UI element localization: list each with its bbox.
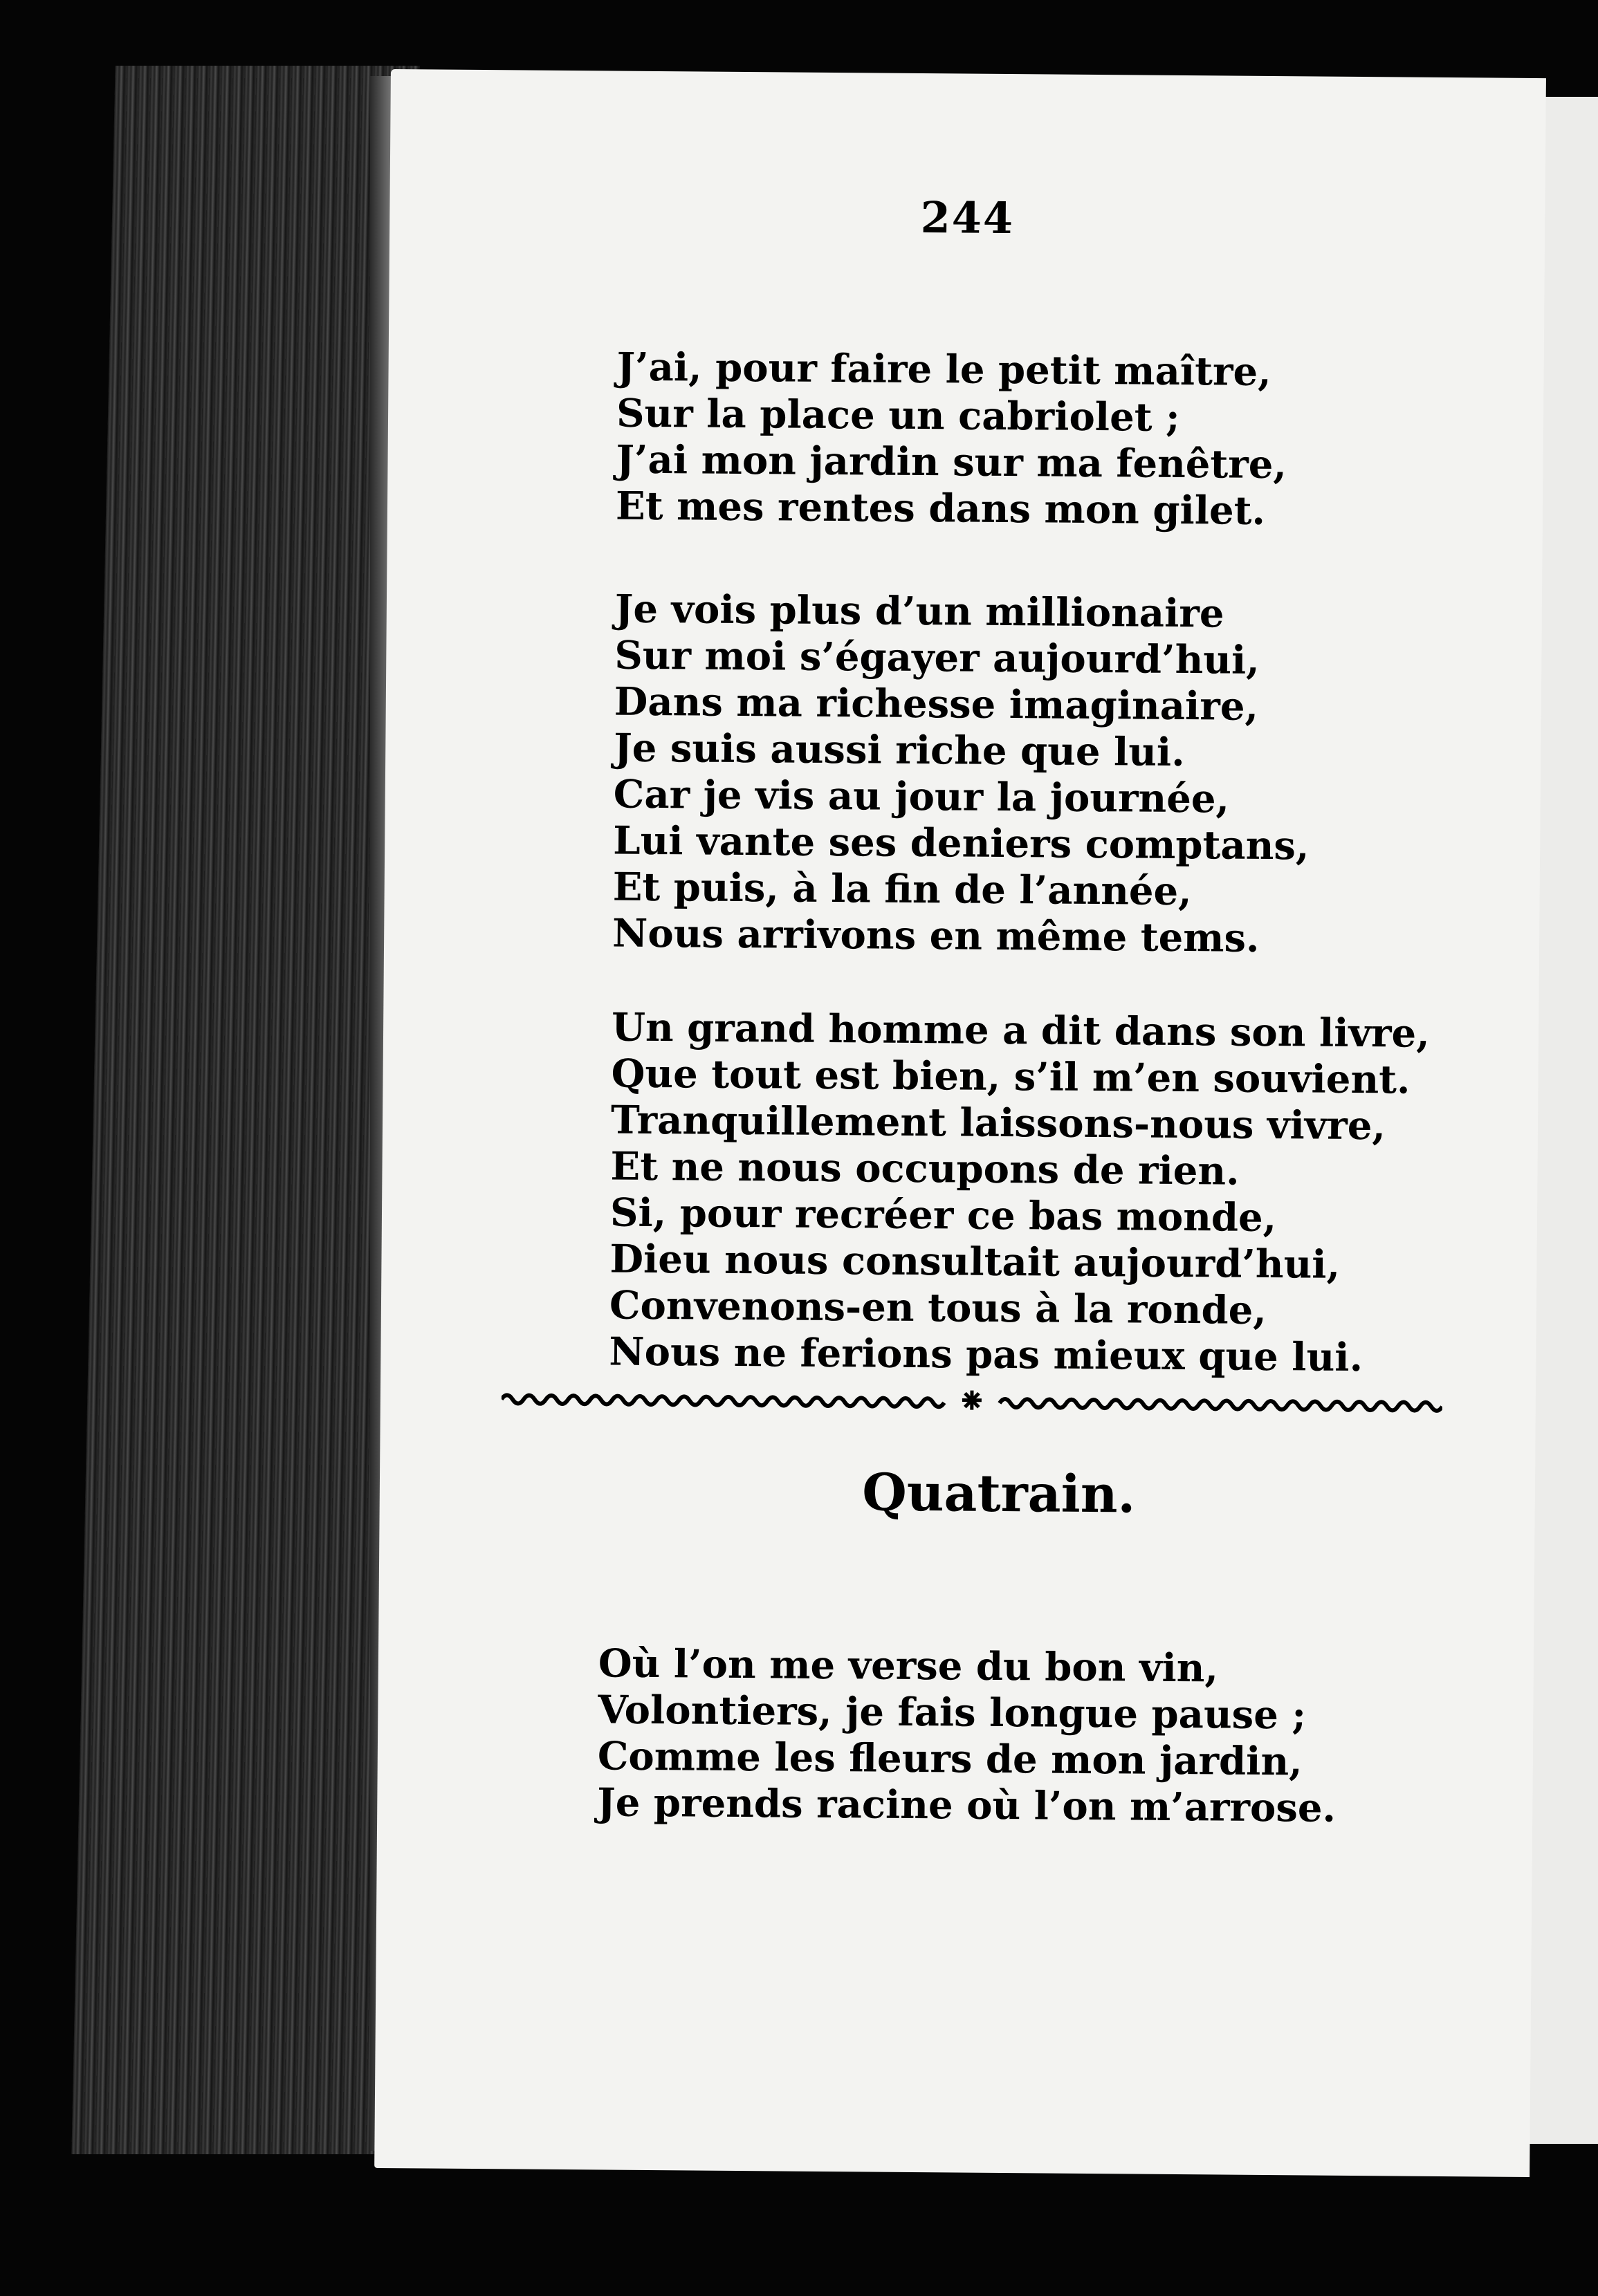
verse-line: Si, pour recréer ce bas monde, xyxy=(609,1189,1277,1241)
book-page-edges xyxy=(71,66,419,2154)
quatrain-title: Quatrain. xyxy=(862,1463,1136,1525)
verse-line: Sur moi s’égayer aujourd’hui, xyxy=(614,632,1260,683)
verse-line: Nous ne ferions pas mieux que lui. xyxy=(609,1328,1363,1381)
verse-line: Un grand homme a dit dans son livre, xyxy=(611,1004,1430,1057)
quatrain-stanza xyxy=(597,1640,1337,1831)
verse-line: Convenons-en tous à la ronde, xyxy=(609,1282,1267,1333)
verse-line: Et puis, à la fin de l’année, xyxy=(612,864,1192,915)
verse-line: Je suis aussi riche que lui. xyxy=(614,725,1185,776)
verse-line: Tranquillement laissons-nous vivre, xyxy=(610,1097,1386,1149)
verse-line: Nous arrivons en même tems. xyxy=(612,910,1260,961)
stanza-1 xyxy=(616,344,1287,535)
verse-line: Je vois plus d’un millionaire xyxy=(614,586,1224,637)
page-content xyxy=(374,69,1546,2177)
ornamental-divider xyxy=(502,1384,1442,1419)
verse-line: Lui vante ses deniers comptans, xyxy=(612,817,1310,869)
verse-line: Et ne nous occupons de rien. xyxy=(610,1143,1240,1194)
verse-line: Que tout est bien, s’il m’en souvient. xyxy=(611,1050,1411,1103)
page-number: 244 xyxy=(920,192,1015,244)
verse-line: Comme les fleurs de mon jardin, xyxy=(597,1733,1303,1785)
verse-line: Et mes rentes dans mon gilet. xyxy=(615,483,1266,534)
stanza-2 xyxy=(612,586,1311,963)
book-page xyxy=(374,69,1546,2177)
verse-line: Je prends racine où l’on m’arrose. xyxy=(597,1779,1337,1831)
verse-line: Dieu nous consultait aujourd’hui, xyxy=(609,1236,1341,1288)
stanza-3 xyxy=(609,1005,1430,1382)
verse-line: Dans ma richesse imaginaire, xyxy=(614,678,1259,730)
verse-line: J’ai, pour faire le petit maître, xyxy=(616,344,1271,396)
verse-line: Volontiers, je fais longue pause ; xyxy=(598,1687,1307,1739)
verse-line: Où l’on me verse du bon vin, xyxy=(598,1640,1219,1692)
verse-line: J’ai mon jardin sur ma fenêtre, xyxy=(616,436,1287,488)
verse-line: Car je vis au jour la journée, xyxy=(613,771,1230,822)
wavy-rule-icon xyxy=(502,1384,1442,1419)
verse-line: Sur la place un cabriolet ; xyxy=(616,390,1181,441)
